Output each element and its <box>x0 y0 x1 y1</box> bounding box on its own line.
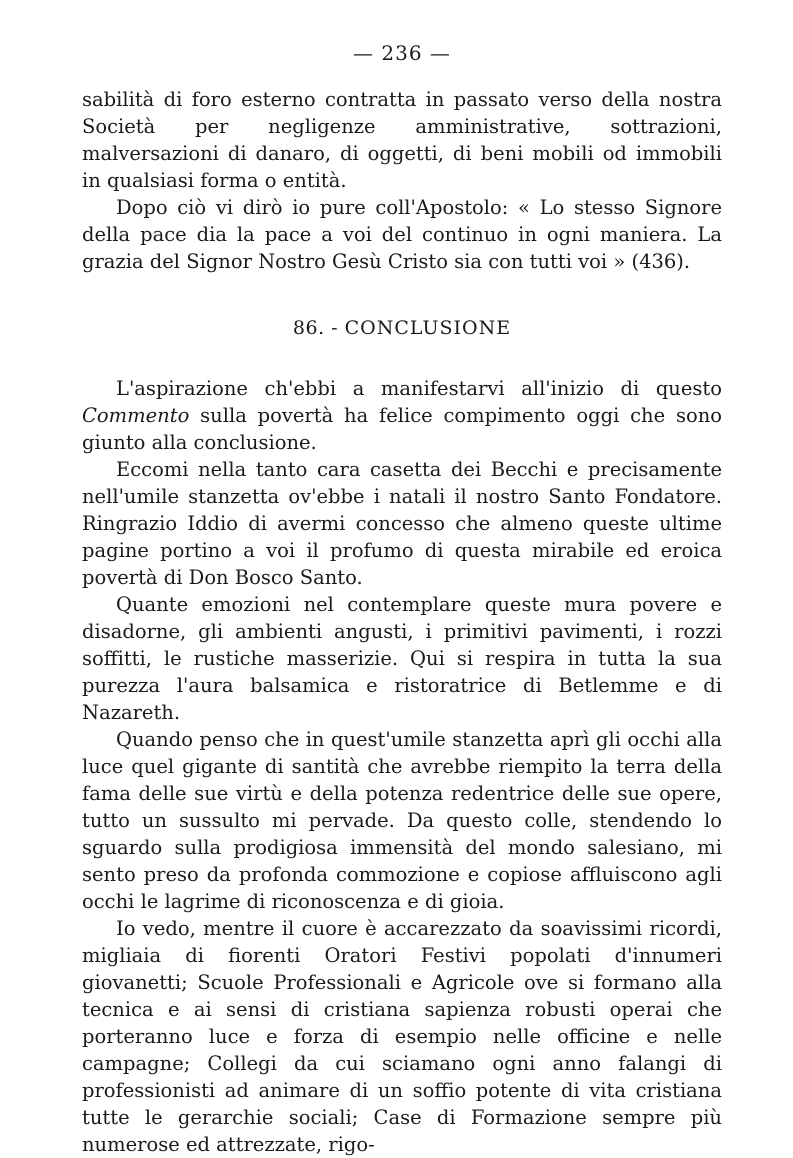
intro-text-after: sulla povertà ha felice compimento oggi che sono giunto alla conclusione. <box>82 404 723 454</box>
paragraph-stanzetta: Quando penso che in quest'umile stanzetta aprì gli occhi alla luce quel gigante di santità che avrebbe riempito la terra della fama delle sue virtù e della potenza redentrice delle sue opere, tutto un sussulto mi pervade. Da questo colle, stendendo lo sguardo sulla prodigiosa immensità del mondo salesiano, mi sento preso da profonda commozione e copiose affluiscono agli occhi le lagrime di riconoscenza e di gioia. <box>82 728 722 913</box>
section-heading <box>82 315 722 341</box>
intro-text-before: L'aspirazione ch'ebbi a manifestarvi all'inizio di questo <box>116 377 722 400</box>
section-number: 86. - <box>292 317 339 339</box>
paragraph-io-vedo: Io vedo, mentre il cuore è accarezzato da soavissimi ricordi, migliaia di fiorenti Oratori Festivi popolati d'innumeri giovanetti; Scuole Professionali e Agricole ove si formano alla tecnica e ai sensi di cristiana sapienza robusti operai che porteranno luce e forza di esempio nelle officine e nelle campagne; Collegi da cui sciamano ogni anno falangi di professionisti ad animare di un soffio potente di vita cristiana tutte le gerarchie sociali; Case di Formazione sempre più numerose ed attrezzate, rigo- <box>82 917 722 1156</box>
document-page <box>82 40 722 1158</box>
continued-paragraph: sabilità di foro esterno contratta in passato verso della nostra Società per negligenze amministrative, sottrazioni, malversazioni di danaro, di oggetti, di beni mobili od immobili in qualsiasi forma o entità. <box>82 88 722 192</box>
paragraph-emozioni: Quante emozioni nel contemplare queste mura povere e disadorne, gli ambienti angusti, i primitivi pavimenti, i rozzi soffitti, le rustiche masserizie. Qui si respira in tutta la sua purezza l'aura balsamica e ristoratrice di Betlemme e di Nazareth. <box>82 593 722 724</box>
apostle-quote-paragraph: Dopo ciò vi dirò io pure coll'Apostolo: « Lo stesso Signore della pace dia la pace a voi del continuo in ogni maniera. La grazia del Signor Nostro Gesù Cristo sia con tutti voi » (436). <box>82 196 722 273</box>
intro-italic-word: Commento <box>82 404 190 427</box>
paragraph-becchi: Eccomi nella tanto cara casetta dei Becchi e precisamente nell'umile stanzetta ov'ebbe i natali il nostro Santo Fondatore. Ringrazio Iddio di avermi concesso che almeno queste ultime pagine portino a voi il profumo di questa mirabile ed eroica povertà di Don Bosco Santo. <box>82 458 722 589</box>
intro-paragraph <box>82 375 722 456</box>
page-number: — 236 — <box>353 41 451 65</box>
section-title: CONCLUSIONE <box>344 317 512 339</box>
